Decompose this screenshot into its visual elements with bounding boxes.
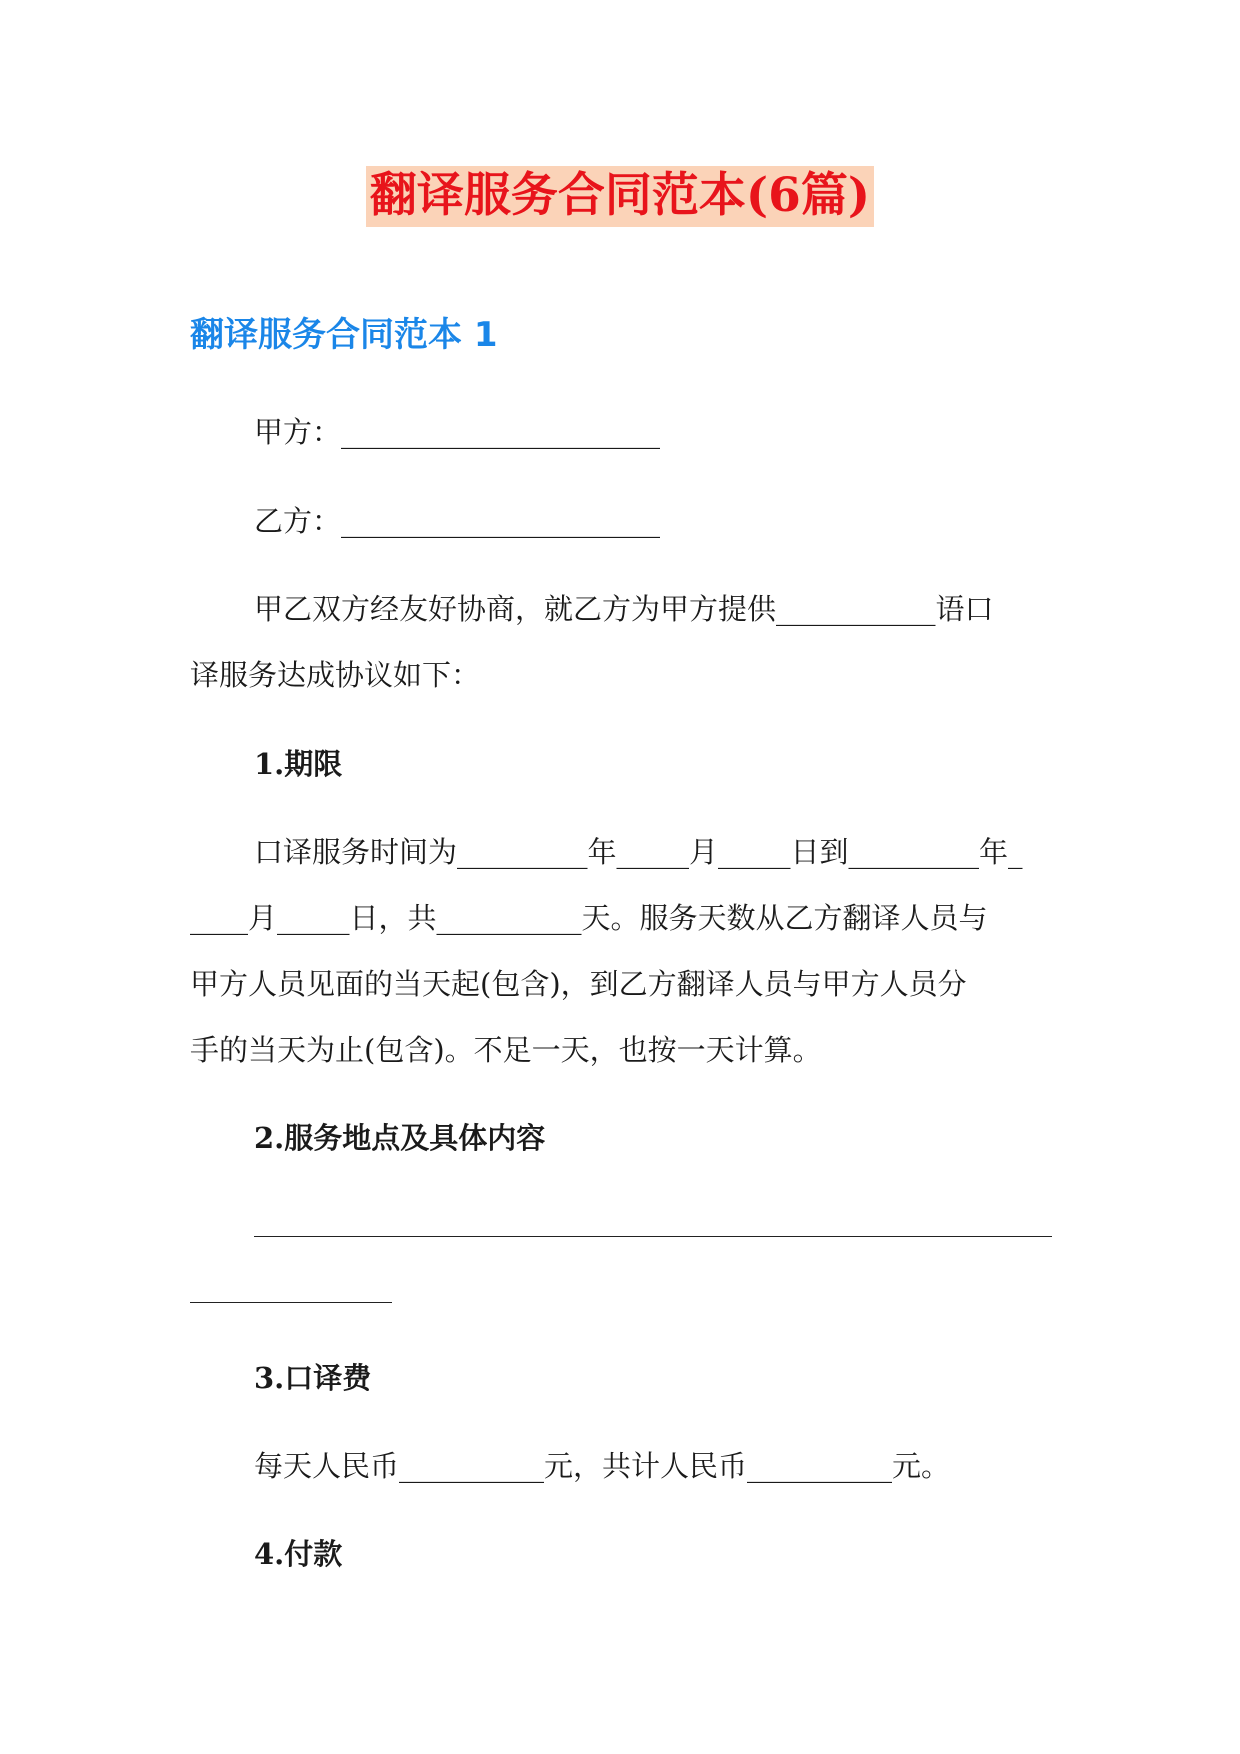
clause-2-heading: 2.服务地点及具体内容: [254, 1121, 546, 1155]
document-title-text: 翻译服务合同范本(6篇): [366, 166, 874, 227]
clause-1-line-3: 甲方人员见面的当天起(包含)，到乙方翻译人员与甲方人员分: [190, 967, 967, 1001]
document-title: [0, 166, 1240, 227]
clause-1-line-2: ____月_____日，共__________天。服务天数从乙方翻译人员与: [190, 901, 988, 935]
clause-1-heading: 1.期限: [254, 747, 343, 781]
clause-3-line-1: 每天人民币__________元，共计人民币__________元。: [254, 1449, 951, 1483]
intro-line-1: 甲乙双方经友好协商，就乙方为甲方提供___________语口: [254, 592, 994, 626]
party-a-line: 甲方：______________________: [254, 415, 661, 449]
intro-line-2: 译服务达成协议如下：: [190, 658, 481, 692]
section-heading: 翻译服务合同范本 1: [190, 315, 498, 355]
blank-line-1: [254, 1236, 1052, 1237]
blank-line-2: [190, 1302, 392, 1303]
clause-3-heading: 3.口译费: [254, 1361, 372, 1395]
clause-1-line-1: 口译服务时间为_________年_____月_____日到_________年_: [254, 835, 1023, 869]
clause-4-heading: 4.付款: [254, 1537, 343, 1571]
clause-1-line-4: 手的当天为止(包含)。不足一天，也按一天计算。: [190, 1033, 822, 1067]
party-b-line: 乙方：______________________: [254, 504, 661, 538]
